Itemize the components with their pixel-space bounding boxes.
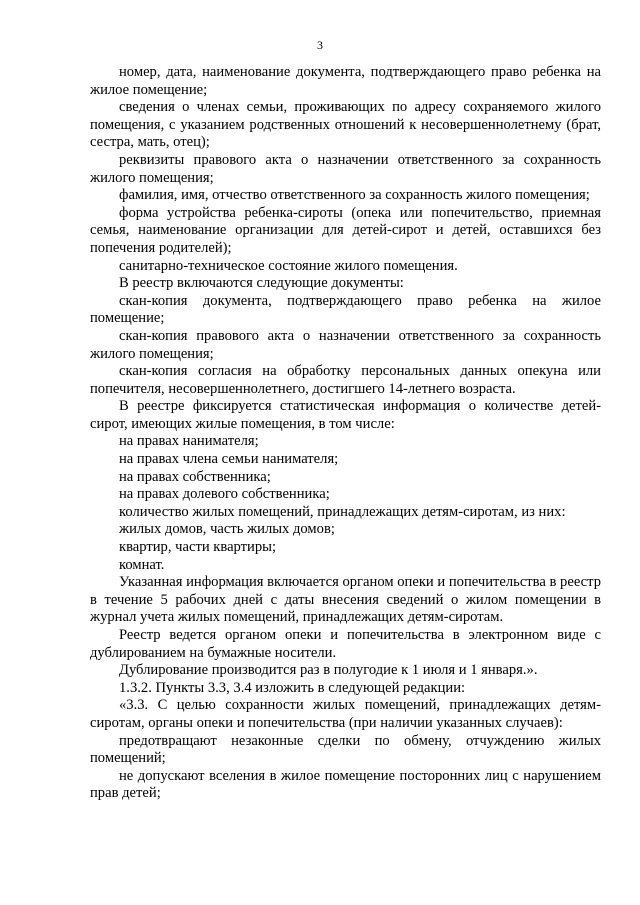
paragraph: Дублирование производится раз в полугодие к 1 июля и 1 января.». — [119, 662, 538, 679]
document-body — [90, 64, 601, 803]
paragraph: фамилия, имя, отчество ответственного за сохранность жилого помещения; — [119, 187, 590, 204]
paragraph: на правах собственника; — [119, 468, 271, 485]
paragraph: скан-копия правового акта о назначении ответственного за сохранность жилого помещения; — [90, 327, 601, 362]
paragraph: на правах долевого собственника; — [119, 486, 330, 503]
paragraph: В реестр включаются следующие документы: — [119, 275, 404, 292]
paragraph: 1.3.2. Пункты 3.3, 3.4 изложить в следующей редакции: — [119, 679, 466, 696]
paragraph: номер, дата, наименование документа, подтверждающего право ребенка на жилое помещение; — [90, 64, 601, 98]
paragraph: жилых домов, часть жилых домов; — [119, 521, 335, 538]
paragraph: скан-копия согласия на обработку персональных данных опекуна или попечителя, несовершеннолетнего, достигшего 14-летнего возраста. — [90, 363, 601, 397]
paragraph: скан-копия документа, подтверждающего право ребенка на жилое помещение; — [90, 292, 601, 327]
page-number: 3 — [317, 38, 323, 52]
paragraph: Указанная информация включается органом опеки и попечительства в реестр в течение 5 рабочих дней с даты внесения сведений о жилом помещении в журнал учета жилых помещений, принадлежащих детям-сиротам. — [90, 574, 601, 626]
paragraph: квартир, части квартиры; — [119, 539, 276, 556]
paragraph: количество жилых помещений, принадлежащих детям-сиротам, из них: — [119, 503, 566, 520]
paragraph: на правах нанимателя; — [119, 433, 259, 450]
paragraph: на правах члена семьи нанимателя; — [119, 451, 339, 468]
paragraph: предотвращают незаконные сделки по обмену, отчуждению жилых помещений; — [90, 732, 601, 767]
paragraph: форма устройства ребенка-сироты (опека или попечительство, приемная семья, наименование организации для детей-сирот и детей, оставшихся без попечения родителей); — [90, 204, 601, 256]
paragraph: не допускают вселения в жилое помещение посторонних лиц с нарушением прав детей; — [90, 767, 601, 802]
paragraph: реквизиты правового акта о назначении ответственного за сохранность жилого помещения; — [90, 151, 601, 186]
paragraph: сведения о членах семьи, проживающих по адресу сохраняемого жилого помещения, с указанием родственных отношений к несовершеннолетнему (брат, сестра, мать, отец); — [90, 99, 601, 151]
paragraph: комнат. — [119, 556, 165, 573]
paragraph: санитарно-техническое состояние жилого помещения. — [119, 257, 458, 274]
paragraph: В реестре фиксируется статистическая информация о количестве детей-сирот, имеющих жилые помещения, в том числе: — [90, 398, 601, 432]
paragraph: «3.3. С целью сохранности жилых помещений, принадлежащих детям-сиротам, органы опеки и попечительства (при наличии указанных случаев): — [90, 697, 601, 731]
paragraph: Реестр ведется органом опеки и попечительства в электронном виде с дублированием на бумажные носители. — [90, 627, 601, 661]
